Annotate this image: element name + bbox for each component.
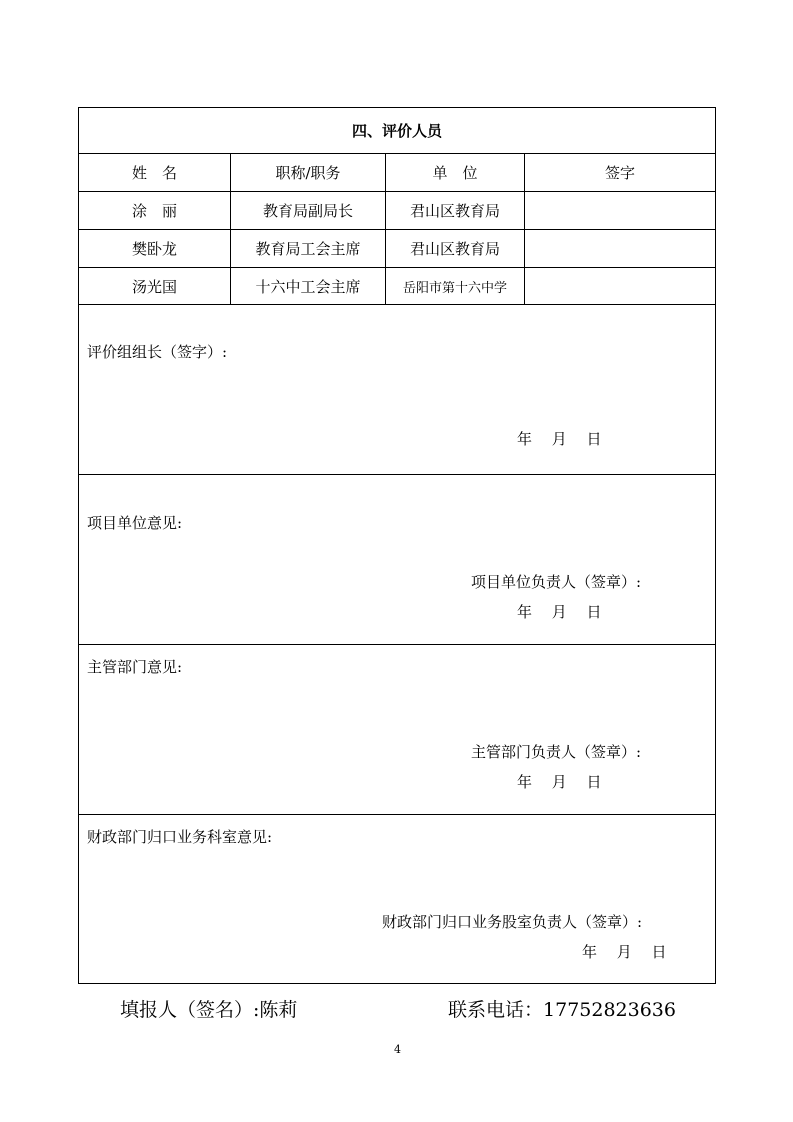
section-title: 四、评价人员	[351, 122, 442, 140]
table-cell-title: 教育局副局长	[262, 202, 353, 220]
phone-field	[448, 995, 676, 1022]
table-cell-signature	[525, 230, 715, 267]
finance-signer-label: 财政部门归口业务股室负责人（签章）:	[382, 913, 643, 931]
table-cell-signature	[525, 268, 715, 304]
header-signature: 签字	[604, 164, 635, 182]
supervisor-signer-label: 主管部门负责人（签章）:	[471, 743, 642, 761]
project-unit-date: 年 月 日	[517, 603, 602, 621]
filler-label: 填报人（签名）:	[120, 999, 260, 1021]
header-unit: 单 位	[432, 164, 478, 182]
project-unit-signer-label: 项目单位负责人（签章）:	[471, 573, 642, 591]
leader-date: 年 月 日	[517, 430, 602, 448]
filler-field	[120, 995, 297, 1022]
table-cell-unit: 君山区教育局	[409, 202, 500, 220]
table-cell-name: 汤光国	[131, 277, 177, 296]
supervisor-date: 年 月 日	[517, 773, 602, 791]
divider	[79, 644, 715, 645]
divider	[79, 474, 715, 475]
table-cell-unit: 岳阳市第十六中学	[402, 280, 507, 296]
phone-label: 联系电话：	[448, 999, 544, 1021]
finance-opinion-label: 财政部门归口业务科室意见:	[87, 828, 273, 846]
table-cell-unit: 君山区教育局	[409, 240, 500, 258]
page-number: 4	[394, 1043, 401, 1056]
table-cell-name: 樊卧龙	[131, 240, 177, 258]
supervisor-opinion-label: 主管部门意见:	[87, 658, 183, 676]
phone-number: 17752823636	[543, 999, 676, 1021]
filler-name: 陈莉	[259, 999, 298, 1021]
divider	[79, 304, 715, 305]
table-cell-title: 教育局工会主席	[255, 240, 361, 258]
table-cell-signature	[525, 192, 715, 229]
evaluation-form-table	[78, 107, 716, 984]
finance-date: 年 月 日	[582, 943, 667, 961]
project-unit-opinion-label: 项目单位意见:	[87, 514, 183, 532]
header-name: 姓 名	[131, 164, 177, 182]
leader-signature-label: 评价组组长（签字）:	[87, 343, 228, 361]
table-cell-title: 十六中工会主席	[255, 277, 361, 296]
divider	[79, 814, 715, 815]
table-cell-name: 涂 丽	[131, 202, 177, 220]
header-title: 职称/职务	[275, 164, 341, 182]
